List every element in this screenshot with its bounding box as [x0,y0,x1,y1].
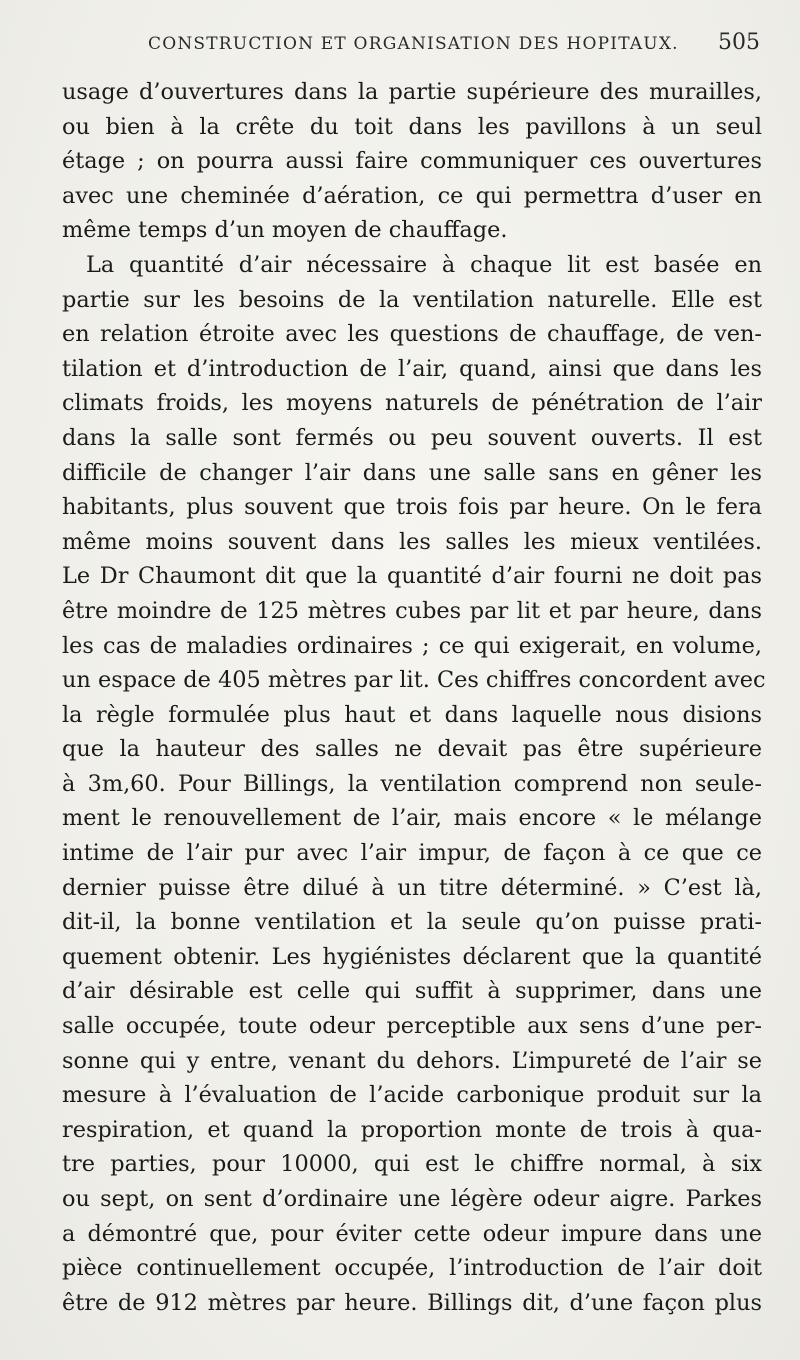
text-line: salle occupée, toute odeur perceptible aux sens d’une per- [62,1013,762,1040]
running-title: CONSTRUCTION ET ORGANISATION DES HOPITAUX. [148,34,679,54]
text-line: d’air désirable est celle qui suffit à supprimer, dans une [62,978,762,1005]
text-line: avec une cheminée d’aération, ce qui permettra d’user en [62,182,762,209]
text-line: la règle formulée plus haut et dans laquelle nous disions [62,701,762,728]
text-line: partie sur les besoins de la ventilation naturelle. Elle est [62,286,762,313]
text-line: ment le renouvellement de l’air, mais encore « le mélange [62,805,762,832]
text-line: Le Dr Chaumont dit que la quantité d’air fourni ne doit pas [62,563,762,590]
text-line: en relation étroite avec les questions de chauffage, de ven- [62,321,762,348]
text-line: a démontré que, pour éviter cette odeur impure dans une [62,1220,762,1247]
text-line: sonne qui y entre, venant du dehors. L’impureté de l’air se [62,1047,762,1074]
text-line: être moindre de 125 mètres cubes par lit et par heure, dans [62,597,762,624]
text-line: les cas de maladies ordinaires ; ce qui exigerait, en volume, [62,632,762,659]
text-line: être de 912 mètres par heure. Billings dit, d’une façon plus [62,1289,762,1316]
text-line: mesure à l’évaluation de l’acide carbonique produit sur la [62,1082,762,1109]
text-line: pièce continuellement occupée, l’introduction de l’air doit [62,1255,762,1282]
text-line: même temps d’un moyen de chauffage. [62,217,508,244]
text-line: ou bien à la crête du toit dans les pavillons à un seul [62,113,762,140]
running-header [148,30,760,60]
text-line: même moins souvent dans les salles les mieux ventilées. [62,528,762,555]
text-line: tre parties, pour 10000, qui est le chiffre normal, à six [62,1151,762,1178]
text-line: habitants, plus souvent que trois fois par heure. On le fera [62,494,762,521]
text-line: étage ; on pourra aussi faire communiquer ces ouvertures [62,148,762,175]
text-line: tilation et d’introduction de l’air, quand, ainsi que dans les [62,355,762,382]
text-line: intime de l’air pur avec l’air impur, de façon à ce que ce [62,840,762,867]
text-line: que la hauteur des salles ne devait pas être supérieure [62,736,762,763]
text-line: difficile de changer l’air dans une salle sans en gêner les [62,459,762,486]
text-line: ou sept, on sent d’ordinaire une légère odeur aigre. Parkes [62,1186,762,1212]
text-line: un espace de 405 mètres par lit. Ces chiffres concordent avec [62,667,766,694]
page-number: 505 [718,30,760,55]
text-line: à 3m,60. Pour Billings, la ventilation comprend non seule- [62,770,762,797]
text-line: climats froids, les moyens naturels de pénétration de l’air [62,390,762,417]
text-line: dernier puisse être dilué à un titre déterminé. » C’est là, [62,874,762,901]
text-line: quement obtenir. Les hygiénistes déclarent que la quantité [62,943,762,970]
text-line: dans la salle sont fermés ou peu souvent ouverts. Il est [62,424,762,451]
paragraph-start-line: La quantité d’air nécessaire à chaque lit est basée en [86,251,762,278]
body-text [62,75,766,1320]
text-line: dit-il, la bonne ventilation et la seule qu’on puisse prati- [62,909,762,936]
text-line: respiration, et quand la proportion monte de trois à qua- [62,1116,762,1143]
text-line: usage d’ouvertures dans la partie supérieure des murailles, [62,79,762,105]
